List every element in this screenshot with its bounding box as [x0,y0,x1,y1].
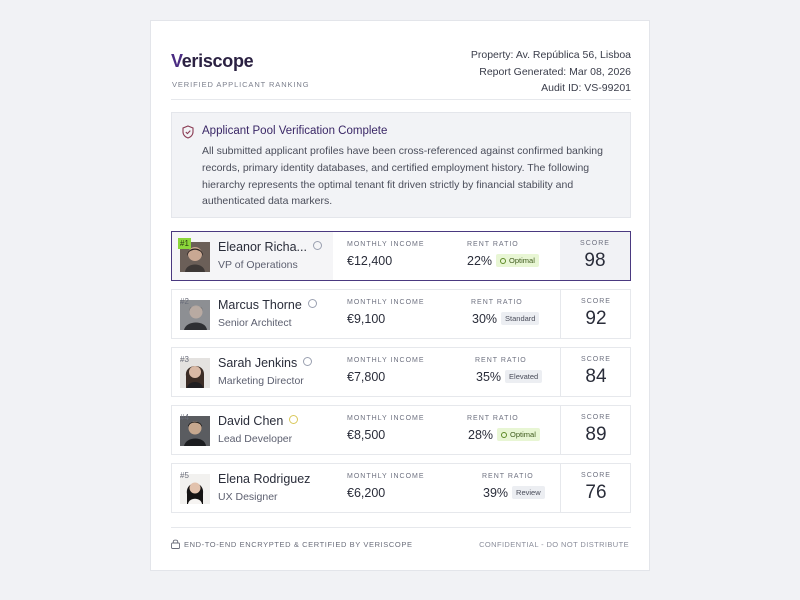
report-date: Report Generated: Mar 08, 2026 [479,65,631,78]
applicant-name: Sarah Jenkins [218,356,312,370]
score-label: SCORE [581,472,611,479]
status-badge: Optimal [496,254,539,267]
score-value: 76 [585,482,607,503]
rent-ratio: 35% Elevated [476,370,542,384]
check-icon [501,432,507,438]
score-value: 84 [585,366,607,387]
verified-icon [313,241,322,250]
score-label: SCORE [581,414,611,421]
audit-id: Audit ID: VS-99201 [541,82,631,94]
rank-badge: #1 [180,239,189,248]
score-box [560,232,630,280]
brand-subtitle: VERIFIED APPLICANT RANKING [172,80,310,89]
rank-badge: #3 [180,355,189,364]
report-meta [471,47,631,97]
score-label: SCORE [581,298,611,305]
status-badge: Optimal [497,428,540,441]
notice-text: All submitted applicant profiles have been cross-referenced against confirmed banking records, primary identity databases, and certified employment history. The following hierarchy represents the optimal tenant fit driven strictly by financial stability and authenticated data markers. [202,145,603,208]
ratio-label: RENT RATIO [475,357,527,364]
applicant-name: David Chen [218,414,298,428]
verified-icon [308,299,317,308]
applicant-row-2[interactable] [171,289,631,339]
applicant-row-5[interactable] [171,463,631,513]
report-header [171,47,631,99]
score-value: 89 [585,424,607,445]
income-label: MONTHLY INCOME [347,357,425,364]
security-note: END-TO-END ENCRYPTED & CERTIFIED BY VERISCOPE [171,539,413,549]
lock-icon [171,539,180,549]
ratio-label: RENT RATIO [467,241,519,248]
status-badge: Review [512,486,545,499]
rank-badge: #4 [180,413,189,422]
score-value: 98 [584,250,606,271]
applicant-row-3[interactable] [171,347,631,397]
rent-ratio: 39% Review [483,486,545,500]
ratio-label: RENT RATIO [471,299,523,306]
status-badge: Standard [501,312,539,325]
verification-notice [171,112,631,218]
score-box [560,348,630,396]
applicant-info [172,290,333,338]
applicant-name: Elena Rodriguez [218,472,311,486]
rank-badge: #5 [180,471,189,480]
income-label: MONTHLY INCOME [347,473,425,480]
applicant-row-4[interactable] [171,405,631,455]
notice-title: Applicant Pool Verification Complete [202,125,388,137]
applicant-role: Marketing Director [218,375,304,387]
income-value: €9,100 [347,312,386,326]
income-label: MONTHLY INCOME [347,415,425,422]
income-value: €6,200 [347,486,386,500]
applicant-name: Marcus Thorne [218,298,317,312]
verified-icon [289,415,298,424]
applicant-info [172,232,333,280]
shield-icon [182,125,194,139]
report-card [150,20,650,571]
applicant-role: VP of Operations [218,259,298,271]
income-value: €8,500 [347,428,386,442]
income-label: MONTHLY INCOME [347,241,425,248]
applicant-role: UX Designer [218,491,278,503]
check-icon [500,258,506,264]
verified-icon [303,357,312,366]
applicant-name: Eleanor Richa... [218,240,322,254]
applicant-info [172,406,333,454]
income-value: €12,400 [347,254,393,268]
score-box [560,406,630,454]
footer-divider [171,527,631,528]
applicant-role: Senior Architect [218,317,292,329]
confidential-note: CONFIDENTIAL - DO NOT DISTRIBUTE [479,540,629,549]
rent-ratio: 28% Optimal [468,428,540,442]
ratio-label: RENT RATIO [482,473,534,480]
applicant-info [172,348,333,396]
applicant-role: Lead Developer [218,433,293,445]
rent-ratio: 30% Standard [472,312,539,326]
score-box [560,464,630,512]
score-value: 92 [585,308,607,329]
applicant-row-1[interactable] [171,231,631,281]
income-label: MONTHLY INCOME [347,299,425,306]
ratio-label: RENT RATIO [467,415,519,422]
rent-ratio: 22% Optimal [467,254,539,268]
score-label: SCORE [581,356,611,363]
property-address: Property: Av. República 56, Lisboa [470,49,631,61]
status-badge: Elevated [505,370,542,383]
score-box [560,290,630,338]
income-value: €7,800 [347,370,386,384]
brand-logo: Veriscope [171,51,254,71]
applicant-info [172,464,333,512]
header-divider [171,99,631,100]
score-label: SCORE [580,240,610,247]
rank-badge: #2 [180,297,189,306]
